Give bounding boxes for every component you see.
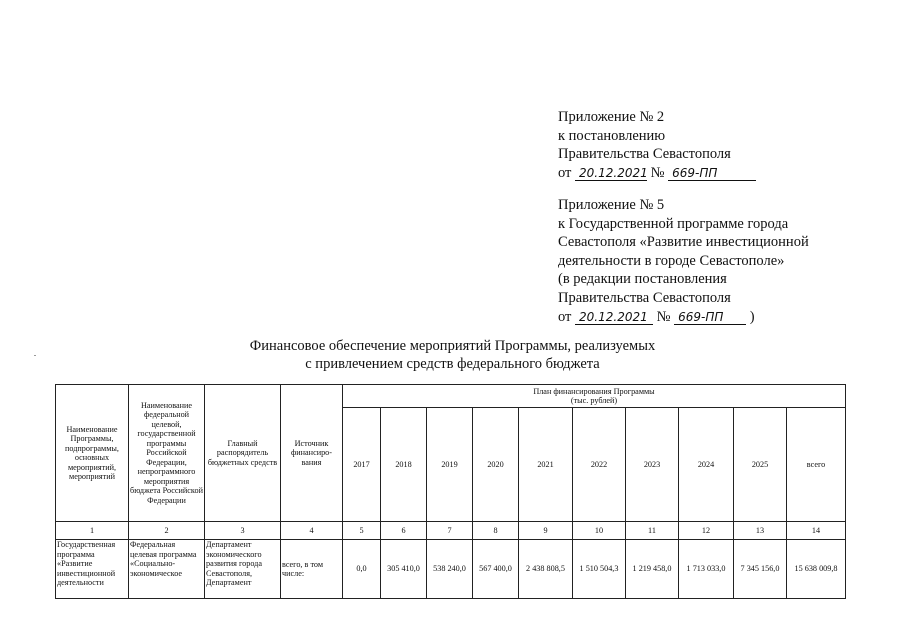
row-federal-program: Федеральная целевая программа «Социально-экономическое bbox=[129, 540, 205, 599]
column-number: 1 bbox=[56, 522, 129, 540]
column-number: 11 bbox=[626, 522, 679, 540]
header-year: 2017 bbox=[343, 408, 381, 522]
value-cell: 1 510 504,3 bbox=[573, 540, 626, 599]
column-number: 3 bbox=[205, 522, 281, 540]
value-cell: 1 713 033,0 bbox=[679, 540, 734, 599]
header-federal-program: Наименование федеральной целевой, государственной программы Российской Федерации, непрограммного мероприятия бюджета Российской Федерации bbox=[129, 385, 205, 522]
column-number: 12 bbox=[679, 522, 734, 540]
value-cell: 0,0 bbox=[343, 540, 381, 599]
appendix-2-line: Правительства Севастополя bbox=[558, 146, 731, 163]
appendix-5-line: Правительства Севастополя bbox=[558, 289, 731, 306]
handwritten-date: 20.12.2021 bbox=[575, 167, 647, 181]
header-plan bbox=[343, 385, 846, 408]
header-plan-units: (тыс. рублей) bbox=[570, 396, 618, 405]
financing-table bbox=[55, 384, 846, 599]
column-number: 13 bbox=[734, 522, 787, 540]
header-total: всего bbox=[787, 408, 846, 522]
header-year: 2020 bbox=[473, 408, 519, 522]
appendix-2-block bbox=[558, 108, 756, 182]
value-cell-total: 15 638 009,8 bbox=[787, 540, 846, 599]
appendix-5-title: Приложение № 5 bbox=[558, 197, 665, 213]
appendix-2-date-line: от 20.12.2021 № 669-ПП bbox=[558, 164, 756, 183]
appendix-5-line: Севастополя «Развитие инвестиционной bbox=[558, 234, 809, 251]
header-program-name: Наименование Программы, подпрограммы, основных мероприятий, мероприятий bbox=[56, 385, 129, 522]
header-year: 2024 bbox=[679, 408, 734, 522]
appendix-5-block bbox=[558, 196, 809, 326]
column-number: 6 bbox=[381, 522, 427, 540]
column-number: 9 bbox=[519, 522, 573, 540]
appendix-5-line: (в редакции постановления bbox=[558, 271, 727, 288]
column-number: 4 bbox=[281, 522, 343, 540]
row-budget-manager: Департамент экономического развития города Севастополя, Департамент bbox=[205, 540, 281, 599]
header-year: 2019 bbox=[427, 408, 473, 522]
column-number: 8 bbox=[473, 522, 519, 540]
appendix-5-line: к Государственной программе города bbox=[558, 215, 789, 232]
header-year: 2022 bbox=[573, 408, 626, 522]
header-year: 2025 bbox=[734, 408, 787, 522]
appendix-5-line: деятельности в городе Севастополе» bbox=[558, 252, 785, 269]
appendix-2-title: Приложение № 2 bbox=[558, 109, 665, 125]
row-program-name: Государственная программа «Развитие инвестиционной деятельности bbox=[56, 540, 129, 599]
value-cell: 2 438 808,5 bbox=[519, 540, 573, 599]
header-plan-title: План финансирования Программы bbox=[533, 386, 655, 396]
value-cell: 305 410,0 bbox=[381, 540, 427, 599]
row-funding-source: всего, в том числе: bbox=[281, 540, 343, 599]
header-year: 2021 bbox=[519, 408, 573, 522]
column-number: 5 bbox=[343, 522, 381, 540]
value-cell: 1 219 458,0 bbox=[626, 540, 679, 599]
handwritten-date: 20.12.2021 bbox=[575, 311, 653, 325]
handwritten-number: 669-ПП bbox=[674, 311, 746, 325]
header-year: 2018 bbox=[381, 408, 427, 522]
document-title bbox=[0, 337, 905, 373]
appendix-5-date-line: от 20.12.2021 № 669-ПП ) bbox=[558, 308, 755, 325]
scan-speck bbox=[34, 355, 36, 356]
column-number: 10 bbox=[573, 522, 626, 540]
column-number: 7 bbox=[427, 522, 473, 540]
title-line-2: с привлечением средств федерального бюджета bbox=[305, 356, 600, 372]
handwritten-number: 669-ПП bbox=[668, 167, 756, 181]
value-cell: 538 240,0 bbox=[427, 540, 473, 599]
value-cell: 7 345 156,0 bbox=[734, 540, 787, 599]
column-number: 14 bbox=[787, 522, 846, 540]
header-funding-source: Источник финансиро-вания bbox=[281, 385, 343, 522]
title-line-1: Финансовое обеспечение мероприятий Программы, реализуемых bbox=[249, 338, 656, 354]
column-number: 2 bbox=[129, 522, 205, 540]
value-cell: 567 400,0 bbox=[473, 540, 519, 599]
appendix-2-line: к постановлению bbox=[558, 127, 666, 144]
header-budget-manager: Главный распорядитель бюджетных средств bbox=[205, 385, 281, 522]
header-year: 2023 bbox=[626, 408, 679, 522]
